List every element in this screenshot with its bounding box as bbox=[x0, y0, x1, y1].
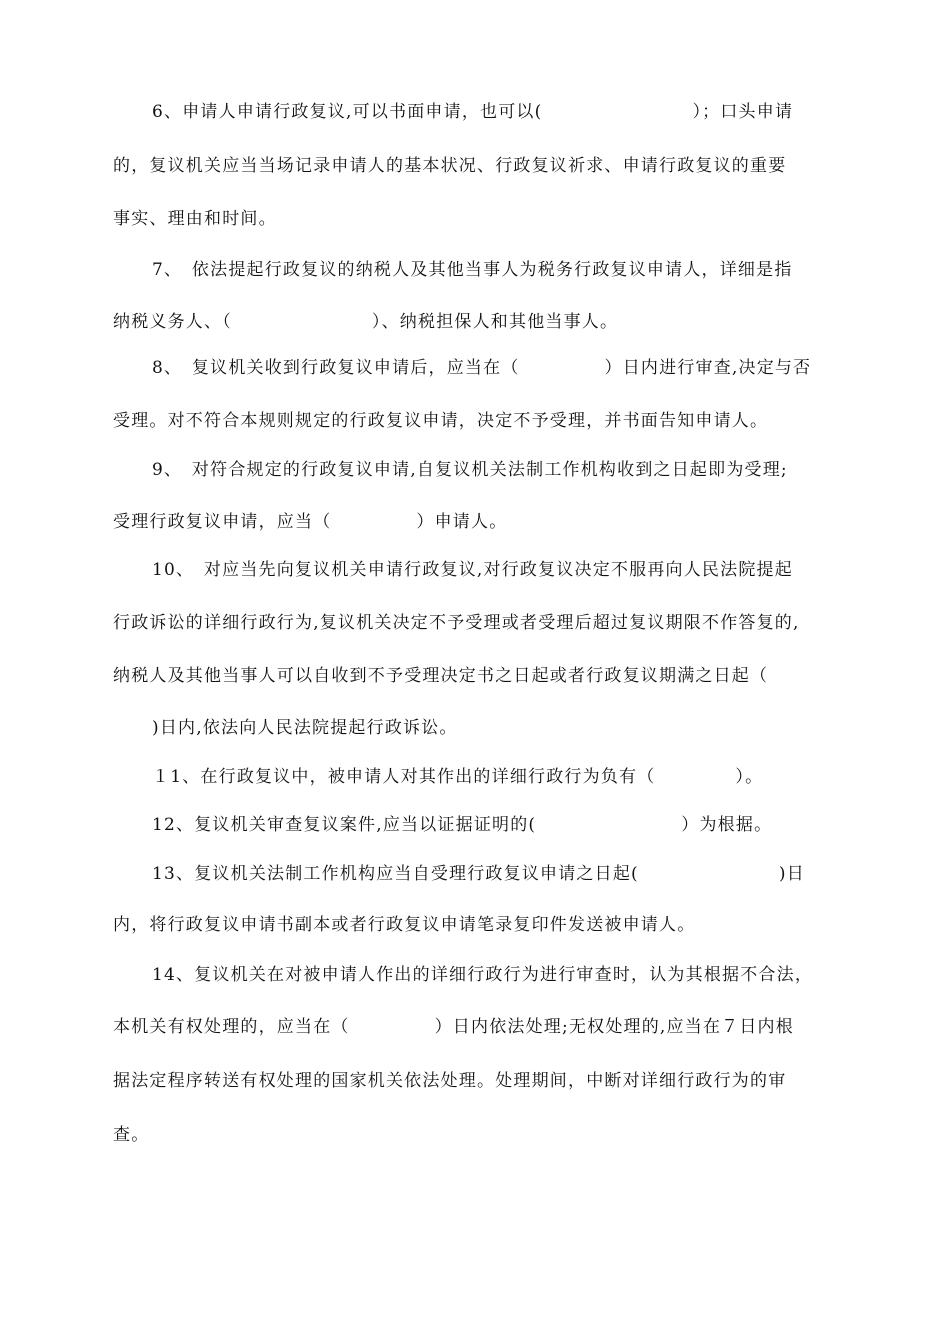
q12-line-1 bbox=[152, 814, 882, 836]
q8-line-1 bbox=[152, 357, 882, 379]
q6-line-2: 的，复议机关应当当场记录申请人的基本状况、行政复议祈求、申请行政复议的重要 bbox=[113, 156, 787, 176]
q7-line-2 bbox=[113, 311, 843, 333]
q13-line-1 bbox=[152, 863, 882, 885]
q14-text-b: ）日内依法处理;无权处理的,应当在７日内根 bbox=[434, 1017, 794, 1037]
q6-line-1 bbox=[152, 101, 882, 123]
q9-line-1: 9、 对符合规定的行政复议申请,自复议机关法制工作机构收到之日起即为受理; bbox=[152, 460, 788, 480]
q8-line-2: 受理。对不符合本规则规定的行政复议申请，决定不予受理，并书面告知申请人。 bbox=[113, 411, 769, 431]
q7-text-b: ）、纳税担保人和其他当事人。 bbox=[371, 312, 619, 332]
q10-line-1: 10、 对应当先向复议机关申请行政复议,对行政复议决定不服再向人民法院提起 bbox=[152, 560, 793, 580]
q6-line-3: 事实、理由和时间。 bbox=[113, 209, 277, 229]
q12-text-b: ）为根据。 bbox=[681, 815, 773, 835]
q10-line-4: )日内,依法向人民法院提起行政诉讼。 bbox=[152, 718, 458, 738]
q11-text-a: １1、在行政复议中，被申请人对其作出的详细行政行为负有（ bbox=[152, 767, 656, 787]
q7-line-1: 7、 依法提起行政复议的纳税人及其他当事人为税务行政复议申请人，详细是指 bbox=[152, 260, 793, 280]
q7-text-a: 纳税义务人、（ bbox=[113, 312, 232, 332]
q6-text-b: ）；口头申请 bbox=[692, 102, 794, 122]
q14-line-4: 查。 bbox=[113, 1125, 150, 1145]
q9-text-a: 受理行政复议申请，应当（ bbox=[113, 512, 332, 532]
q8-text-b: ）日内进行审查,决定与否 bbox=[604, 358, 812, 378]
q13-line-2: 内，将行政复议申请书副本或者行政复议申请笔录复印件发送被申请人。 bbox=[113, 915, 696, 935]
q6-text-a: 6、申请人申请行政复议,可以书面申请，也可以( bbox=[152, 102, 543, 122]
q10-line-2: 行政诉讼的详细行政行为,复议机关决定不予受理或者受理后超过复议期限不作答复的, bbox=[113, 613, 800, 633]
q14-line-1: 14、复议机关在对被申请人作出的详细行政行为进行审查时，认为其根据不合法， bbox=[152, 965, 814, 985]
q11-line-1 bbox=[152, 766, 882, 788]
q13-text-b: )日 bbox=[778, 864, 805, 884]
q11-text-b: ）。 bbox=[735, 767, 764, 787]
q9-text-b: ）申请人。 bbox=[416, 512, 508, 532]
q8-text-a: 8、 复议机关收到行政复议申请后，应当在（ bbox=[152, 358, 520, 378]
q13-text-a: 13、复议机关法制工作机构应当自受理行政复议申请之日起( bbox=[152, 864, 639, 884]
q9-line-2 bbox=[113, 511, 843, 533]
q10-line-3: 纳税人及其他当事人可以自收到不予受理决定书之日起或者行政复议期满之日起（ bbox=[113, 666, 769, 686]
q12-text-a: 12、复议机关审查复议案件,应当以证据证明的( bbox=[152, 815, 537, 835]
q14-line-2 bbox=[113, 1016, 843, 1038]
q14-text-a: 本机关有权处理的，应当在（ bbox=[113, 1017, 350, 1037]
q14-line-3: 据法定程序转送有权处理的国家机关依法处理。处理期间，中断对详细行政行为的审 bbox=[113, 1071, 787, 1091]
